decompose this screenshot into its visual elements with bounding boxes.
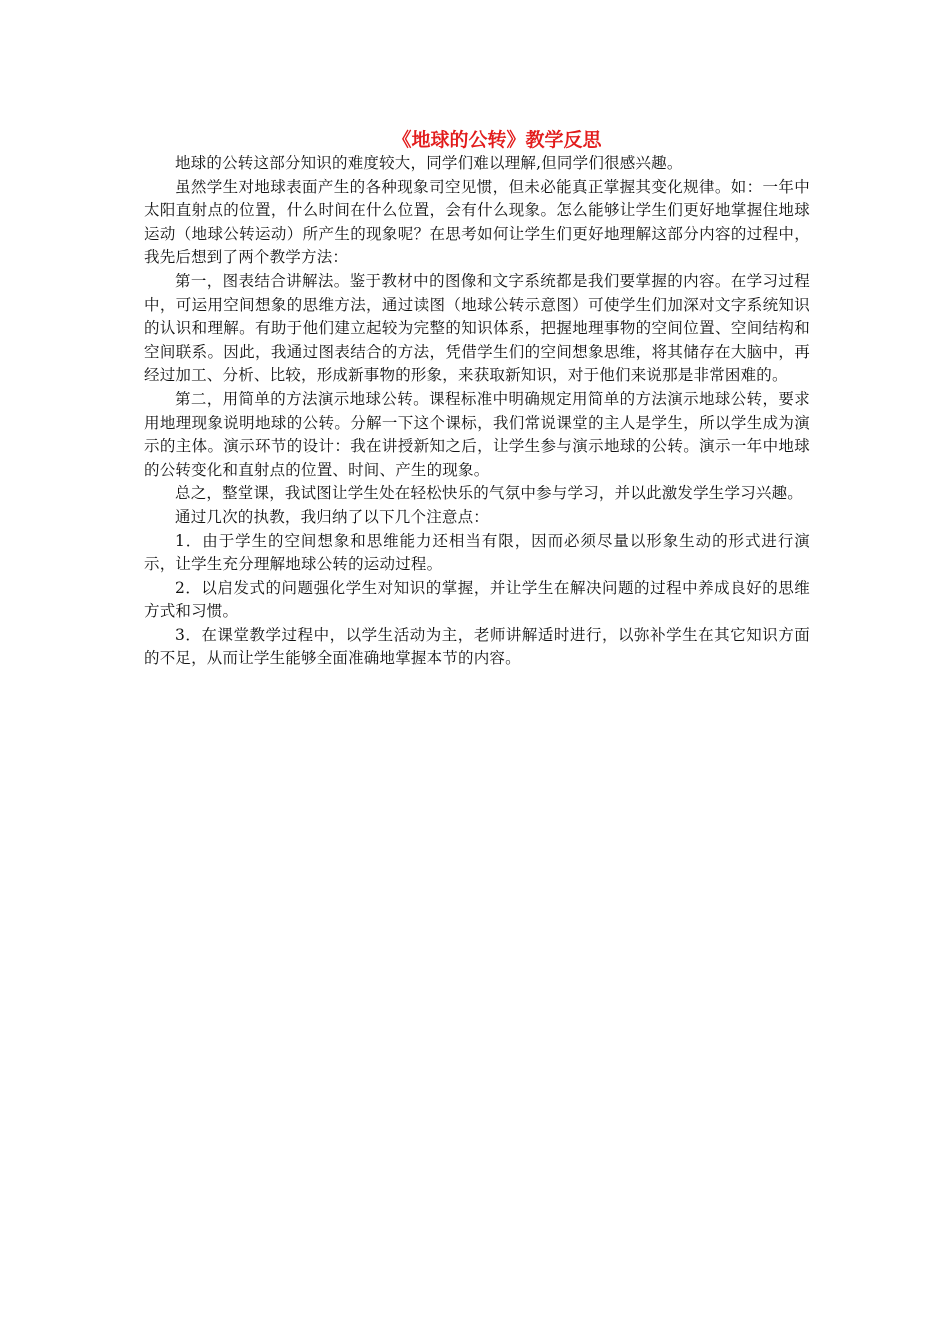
paragraph-method-two: 第二，用简单的方法演示地球公转。课程标准中明确规定用简单的方法演示地球公转，要求用地理现象说明地球的公转。分解一下这个课标，我们常说课堂的主人是学生，所以学生成为演示的主体。演示环节的设计：我在讲授新知之后，让学生参与演示地球的公转。演示一年中地球的公转变化和直射点的位置、时间、产生的现象。 (144, 389, 810, 479)
paragraph-background: 虽然学生对地球表面产生的各种现象司空见惯，但未必能真正掌握其变化规律。如：一年中太阳直射点的位置，什么时间在什么位置，会有什么现象。怎么能够让学生们更好地掌握住地球运动（地球公转运动）所产生的现象呢？在思考如何让学生们更好地理解这部分内容的过程中，我先后想到了两个教学方法： (144, 177, 810, 267)
paragraph-note-1: 1．由于学生的空间想象和思维能力还相当有限，因而必须尽量以形象生动的形式进行演示，让学生充分理解地球公转的运动过程。 (144, 531, 810, 574)
paragraph-summary: 总之，整堂课，我试图让学生处在轻松快乐的气氛中参与学习，并以此激发学生学习兴趣。 (175, 484, 804, 503)
paragraph-note-2: 2．以启发式的问题强化学生对知识的掌握，并让学生在解决问题的过程中养成良好的思维方式和习惯。 (144, 578, 810, 621)
paragraph-method-one: 第一，图表结合讲解法。鉴于教材中的图像和文字系统都是我们要掌握的内容。在学习过程中，可运用空间想象的思维方法，通过读图（地球公转示意图）可使学生们加深对文字系统知识的认识和理解。有助于他们建立起较为完整的知识体系，把握地理事物的空间位置、空间结构和空间联系。因此，我通过图表结合的方法，凭借学生们的空间想象思维，将其储存在大脑中，再经过加工、分析、比较，形成新事物的形象，来获取新知识，对于他们来说那是非常困难的。 (144, 271, 810, 385)
document-title: 《地球的公转》教学反思 (392, 129, 602, 151)
paragraph-intro: 地球的公转这部分知识的难度较大，同学们难以理解,但同学们很感兴趣。 (175, 154, 683, 172)
document-page (144, 128, 810, 671)
paragraph-notes-intro: 通过几次的执教，我归纳了以下几个注意点： (175, 507, 490, 526)
paragraph-note-3: 3．在课堂教学过程中，以学生活动为主，老师讲解适时进行，以弥补学生在其它知识方面的不足，从而让学生能够全面准确地掌握本节的内容。 (144, 625, 810, 668)
